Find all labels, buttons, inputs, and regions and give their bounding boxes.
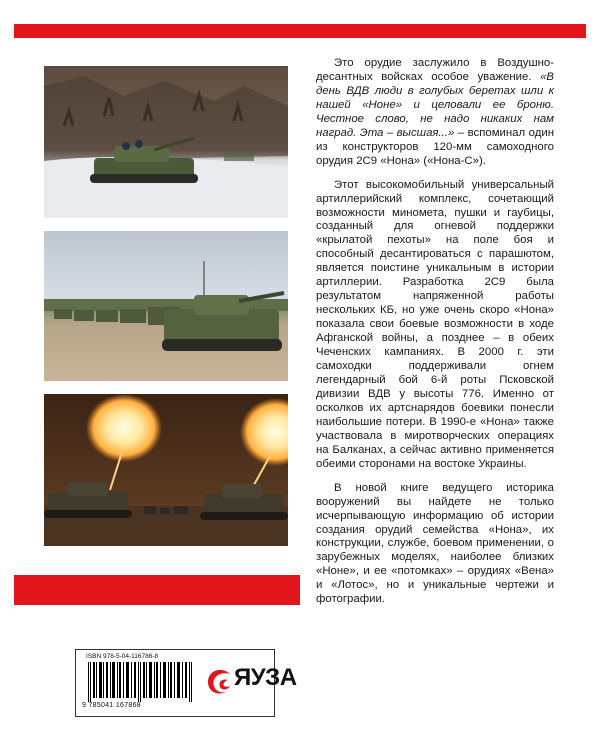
publisher-name: ЯУЗА [234, 664, 297, 691]
paragraph-3: В новой книге ведущего историка вооружений вы найдете не только исчерпывающую информацию об истории создания орудий семейства «Нона», их конструкции, службе, боевом применении, о зарубежных моделях, наиболее близких «Ноне», и ее «потомках» – орудиях «Вена» и «Лотос», но и уникальные чертежи и фотографии. [316, 481, 554, 606]
isbn-barcode-box [75, 649, 297, 717]
photo-night-firing [44, 394, 288, 546]
photo-bmd-in-snow [44, 66, 288, 218]
publisher-logo-icon [204, 668, 234, 698]
isbn-label: ISBN 978-5-04-116786-8 [86, 653, 159, 660]
description-text [316, 57, 554, 617]
artillery-fire-photo-icon [44, 394, 288, 546]
paragraph-1-tail: – вспоминал один из конструкторов 120-мм самоходного орудия 2С9 «Нона» («Нона-С»). [316, 126, 554, 167]
tank-snow-photo-icon [44, 66, 288, 218]
paragraph-2: Этот высокомобильный универсальный артиллерийский комплекс, сочетающий возможности миномета, пушки и гаубицы, созданный для огневой поддержки «крылатой пехоты» на поле боя и способный десантироваться с парашютом, является поистине уникальным в истории артиллерии. Разработка 2С9 была результатом напряженной работы нескольких КБ, но уже очень скоро «Нона» показала свои боевые возможности в ходе Афганской войны, а позднее – в обеих Чеченских кампаниях. В 2000 г. эти самоходки поддерживали огнем легендарный бой 6-й роты Псковской дивизии ВДВ у высоты 776. Именно от осколков их артснарядов боевики понесли наибольшие потери. В 1990-е «Нона» также участвовала в миротворческих операциях на Балканах, а сейчас активно применяется обеими сторонами на востоке Украины. [316, 178, 554, 470]
paragraph-1-quote: «В день ВДВ люди в голубых беретах шли к нашей «Ноне» и целовали ее броню. Честное слово, не надо никаких нам наград. Эта – высшая...» [316, 70, 554, 139]
paragraph-1 [316, 57, 554, 169]
paragraph-1-intro: Это орудие заслужило в Воздушно-десантных войсках особое уважение. [316, 57, 554, 83]
lower-red-bar [14, 575, 300, 605]
barcode-digits: 9 785041 167868 [82, 702, 141, 709]
barcode-icon [86, 662, 194, 702]
vehicle-column-photo-icon [44, 231, 288, 381]
top-red-bar [14, 24, 586, 38]
photo-column-of-vehicles [44, 231, 288, 381]
